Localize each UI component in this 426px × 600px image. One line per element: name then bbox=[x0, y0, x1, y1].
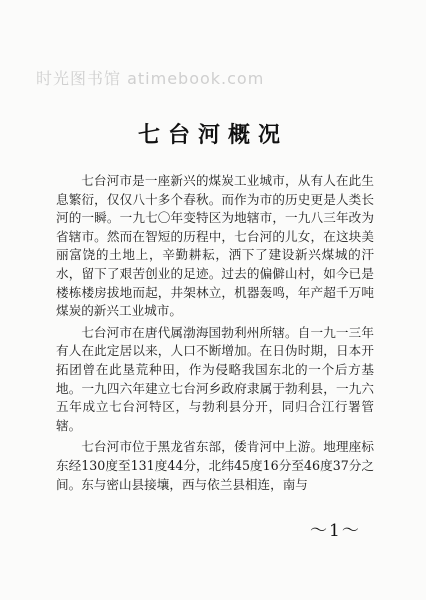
paragraph: 七台河市位于黑龙省东部，倭肯河中上游。地理座标东经130度至131度44分，北纬45度16分至46度37分之间。东与密山县接壤，西与依兰县相连，南与 bbox=[56, 439, 374, 492]
watermark: 时光图书馆 atimebook.com bbox=[36, 69, 265, 88]
page-title: 七台河概况 bbox=[137, 123, 288, 148]
page-number: ～1～ bbox=[310, 521, 361, 541]
paragraph: 七台河市是一座新兴的煤炭工业城市，从有人在此生息繁衍，仅仅八十多个春秋。而作为市的历史更是人类长河的一瞬。一九七〇年变特区为地辖市，一九八三年改为省辖市。然而在智短的历程中，七台河的儿女，在这块美丽富饶的土地上，辛勤耕耘，洒下了建设新兴煤城的汗水，留下了艰苦创业的足迹。过去的偏僻山村，如今已是楼栋楼房拔地而起，井架林立，机器轰鸣，年产超千万吨煤炭的新兴工业城市。 bbox=[56, 173, 374, 319]
paragraph: 七台河市在唐代属渤海国勃利州所辖。自一九一三年有人在此定居以来，人口不断增加。在日伪时期，日本开拓团曾在此垦荒种田，作为侵略我国东北的一个后方基地。一九四六年建立七台河乡政府隶属于勃利县，一九六五年成立七台河特区，与勃利县分开，同归合江行署管辖。 bbox=[56, 324, 374, 433]
body-text bbox=[56, 172, 374, 497]
